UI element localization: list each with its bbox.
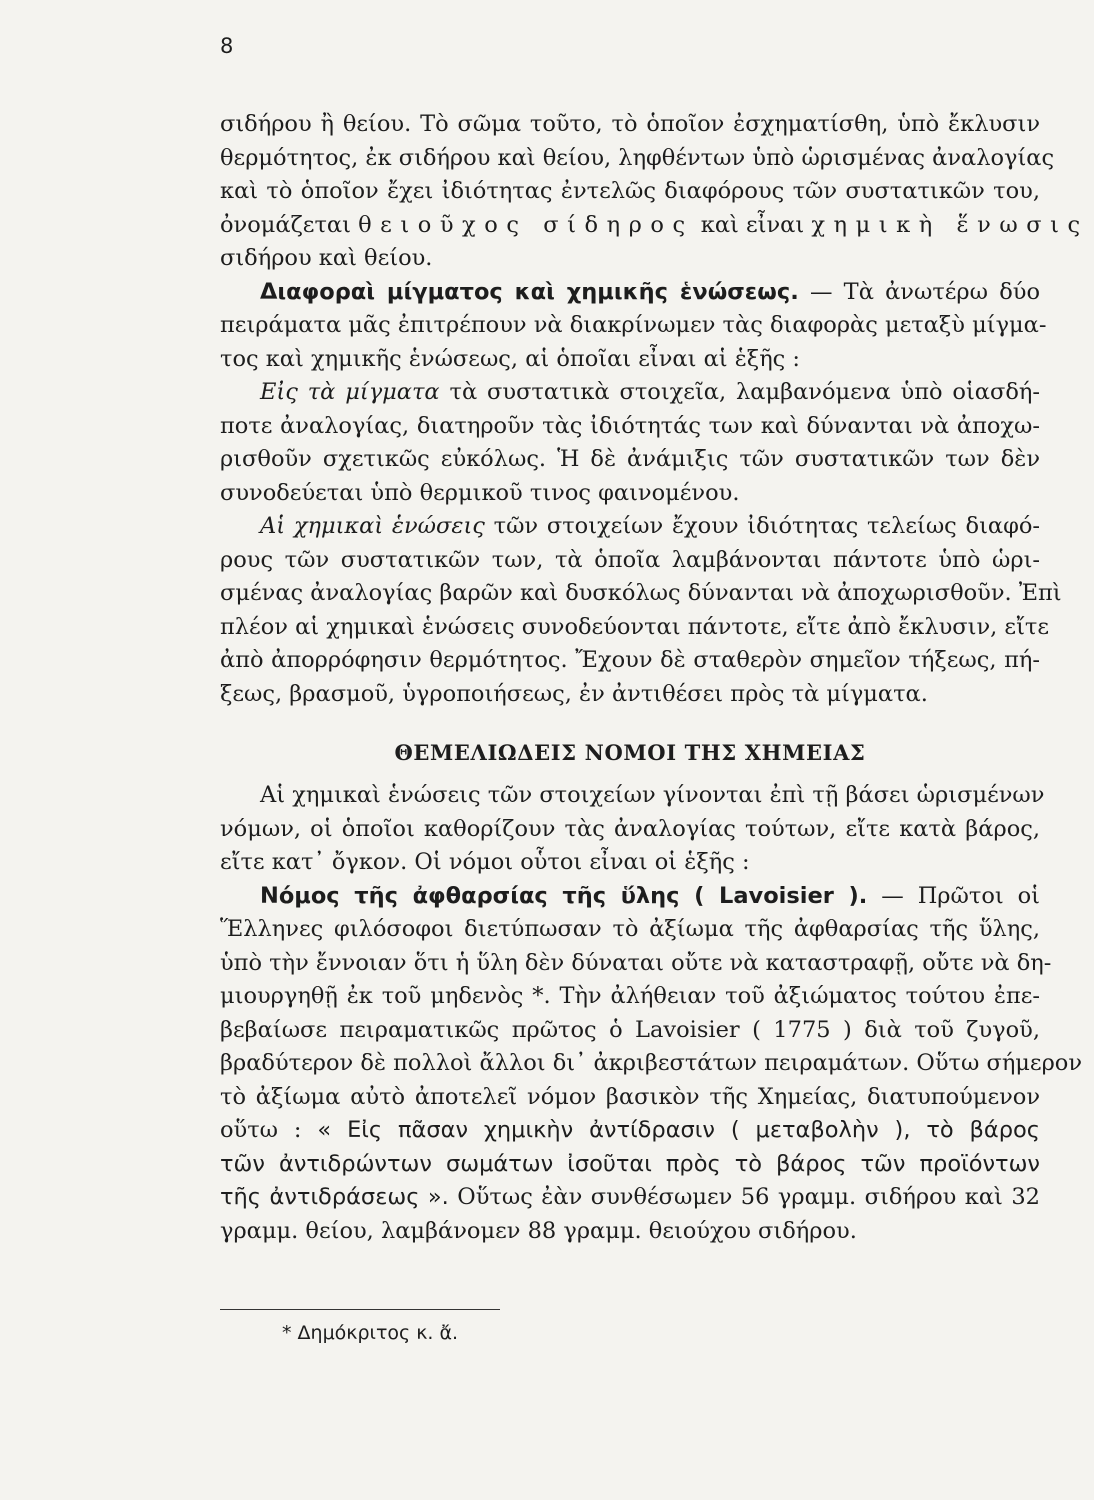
subsection-heading: Νόμος τῆς ἀφθαρσίας τῆς ὕλης ( Lavoisier ). xyxy=(260,882,868,909)
law-statement: « Εἰς πᾶσαν χημικὴν ἀντίδρασιν ( μεταβολὴν ), τὸ βάρος xyxy=(317,1117,1041,1143)
text-line: ξεως, βρασμοῦ, ὑγροποιήσεως, ἐν ἀντιθέσει πρὸς τὰ μίγματα. xyxy=(220,680,928,707)
text-line: ὑπὸ τὴν ἔννοιαν ὅτι ἡ ὕλη δὲν δύναται οὔτε νὰ καταστραφῇ, οὔτε νὰ δη- xyxy=(220,949,1052,976)
text-line: ρους τῶν συστατικῶν των, τὰ ὁποῖα λαμβάνονται πάντοτε ὑπὸ ὡρι- xyxy=(220,546,1040,573)
text-line: πειράματα μᾶς ἐπιτρέπουν νὰ διακρίνωμεν τὰς διαφορὰς μεταξὺ μίγμα- xyxy=(220,312,1047,338)
emphasized-term: χημικὴ ἕνωσις xyxy=(811,211,1089,238)
text-line: γραμμ. θείου, λαμβάνομεν 88 γραμμ. θειούχου σιδήρου. xyxy=(220,1217,857,1244)
text-fragment: ὀνομάζεται xyxy=(220,211,351,238)
text-line: σμένας ἀναλογίας βαρῶν καὶ δυσκόλως δύνανται νὰ ἀποχωρισθοῦν. Ἐπὶ xyxy=(220,580,1062,606)
text-line: βεβαίωσε πειραματικῶς πρῶτος ὁ Lavoisier ( 1775 ) διὰ τοῦ ζυγοῦ, xyxy=(220,1016,1040,1043)
text-line: σιδήρου καὶ θείου. xyxy=(220,245,433,271)
body-text xyxy=(220,108,1089,1248)
text-fragment: καὶ εἶναι xyxy=(700,211,805,238)
emphasized-term: Εἰς τὰ μίγματα xyxy=(260,379,440,405)
text-line: ρισθοῦν σχετικῶς εὐκόλως. Ἡ δὲ ἀνάμιξις τῶν συστατικῶν των δὲν xyxy=(220,446,1040,472)
page-number: 8 xyxy=(220,34,234,58)
text-line: πλέον αἱ χημικαὶ ἑνώσεις συνοδεύονται πάντοτε, εἴτε ἀπὸ ἔκλυσιν, εἴτε xyxy=(220,613,1050,640)
text-fragment: — Τὰ ἀνωτέρω δύο xyxy=(809,278,1040,305)
text-line: θερμότητος, ἐκ σιδήρου καὶ θείου, ληφθέντων ὑπὸ ὡρισμένας ἀναλογίας xyxy=(220,144,1055,171)
law-statement: τῆς ἀντιδράσεως ». xyxy=(220,1184,449,1210)
text-line: νόμων, οἱ ὁποῖοι καθορίζουν τὰς ἀναλογίας τούτων, εἴτε κατὰ βάρος, xyxy=(220,815,1040,842)
text-line: εἴτε κατ᾽ ὄγκον. Οἱ νόμοι οὗτοι εἶναι οἱ ἑξῆς : xyxy=(220,849,750,875)
text-line: ποτε ἀναλογίας, διατηροῦν τὰς ἰδιότητάς των καὶ δύνανται νὰ ἀποχω- xyxy=(220,412,1040,439)
text-line xyxy=(220,1114,1040,1148)
text-line: βραδύτερον δὲ πολλοὶ ἄλλοι δι᾽ ἀκριβεστάτων πειραμάτων. Οὕτω σήμερον xyxy=(220,1050,1083,1076)
text-fragment: οὕτω : xyxy=(220,1117,302,1143)
text-line xyxy=(220,209,1089,243)
text-line: Ἕλληνες φιλόσοφοι διετύπωσαν τὸ ἀξίωμα τῆς ἀφθαρσίας τῆς ὕλης, xyxy=(220,916,1040,942)
text-line xyxy=(220,510,1040,544)
text-line: ἀπὸ ἀπορρόφησιν θερμότητος. Ἔχουν δὲ σταθερὸν σημεῖον τήξεως, πή- xyxy=(220,647,1040,673)
text-line: σιδήρου ἢ θείου. Τὸ σῶμα τοῦτο, τὸ ὁποῖον ἐσχηματίσθη, ὑπὸ ἔκλυσιν xyxy=(220,111,1040,137)
text-fragment: Οὕτως ἐὰν συνθέσωμεν 56 γραμμ. σιδήρου καὶ 32 xyxy=(457,1184,1040,1210)
text-fragment: τῶν στοιχείων ἔχουν ἰδιότητας τελείως διαφό- xyxy=(493,513,1040,539)
footnote: * Δημόκριτος κ. ἄ. xyxy=(282,1322,459,1344)
text-fragment: τὰ συστατικὰ στοιχεῖα, λαμβανόμενα ὑπὸ οἱασδή- xyxy=(449,379,1040,405)
law-statement-line: τῶν ἀντιδρώντων σωμάτων ἰσοῦται πρὸς τὸ βάρος τῶν προϊόντων xyxy=(220,1150,1040,1177)
section-heading: ΘΕΜΕΛΙΩΔΕΙΣ ΝΟΜΟΙ ΤΗΣ ΧΗΜΕΙΑΣ xyxy=(394,740,866,765)
text-line: καὶ τὸ ὁποῖον ἔχει ἰδιότητας ἐντελῶς διαφόρους τῶν συστατικῶν του, xyxy=(220,178,1040,204)
text-line: τὸ ἀξίωμα αὐτὸ ἀποτελεῖ νόμον βασικὸν τῆς Χημείας, διατυπούμενον xyxy=(220,1083,1040,1110)
emphasized-term: Αἱ χημικαὶ ἑνώσεις xyxy=(260,513,485,539)
text-line: τος καὶ χημικῆς ἑνώσεως, αἱ ὁποῖαι εἶναι αἱ ἑξῆς : xyxy=(220,345,801,372)
text-line: μιουργηθῇ ἐκ τοῦ μηδενὸς *. Τὴν ἀλήθειαν τοῦ ἀξιώματος τούτου ἐπε- xyxy=(220,983,1040,1009)
text-fragment: — Πρῶτοι οἱ xyxy=(881,882,1041,909)
text-line xyxy=(220,880,1040,914)
text-line xyxy=(220,376,1040,410)
emphasized-term: θειοῦχος σίδηρος xyxy=(358,211,694,238)
footnote-divider xyxy=(220,1309,500,1310)
text-line xyxy=(220,1181,1040,1215)
text-line xyxy=(220,276,1040,310)
text-line: συνοδεύεται ὑπὸ θερμικοῦ τινος φαινομένου. xyxy=(220,479,740,506)
subsection-heading: Διαφοραὶ μίγματος καὶ χημικῆς ἑνώσεως. xyxy=(260,278,799,305)
text-line: Αἱ χημικαὶ ἑνώσεις τῶν στοιχείων γίνονται ἐπὶ τῇ βάσει ὡρισμένων xyxy=(260,782,1045,808)
